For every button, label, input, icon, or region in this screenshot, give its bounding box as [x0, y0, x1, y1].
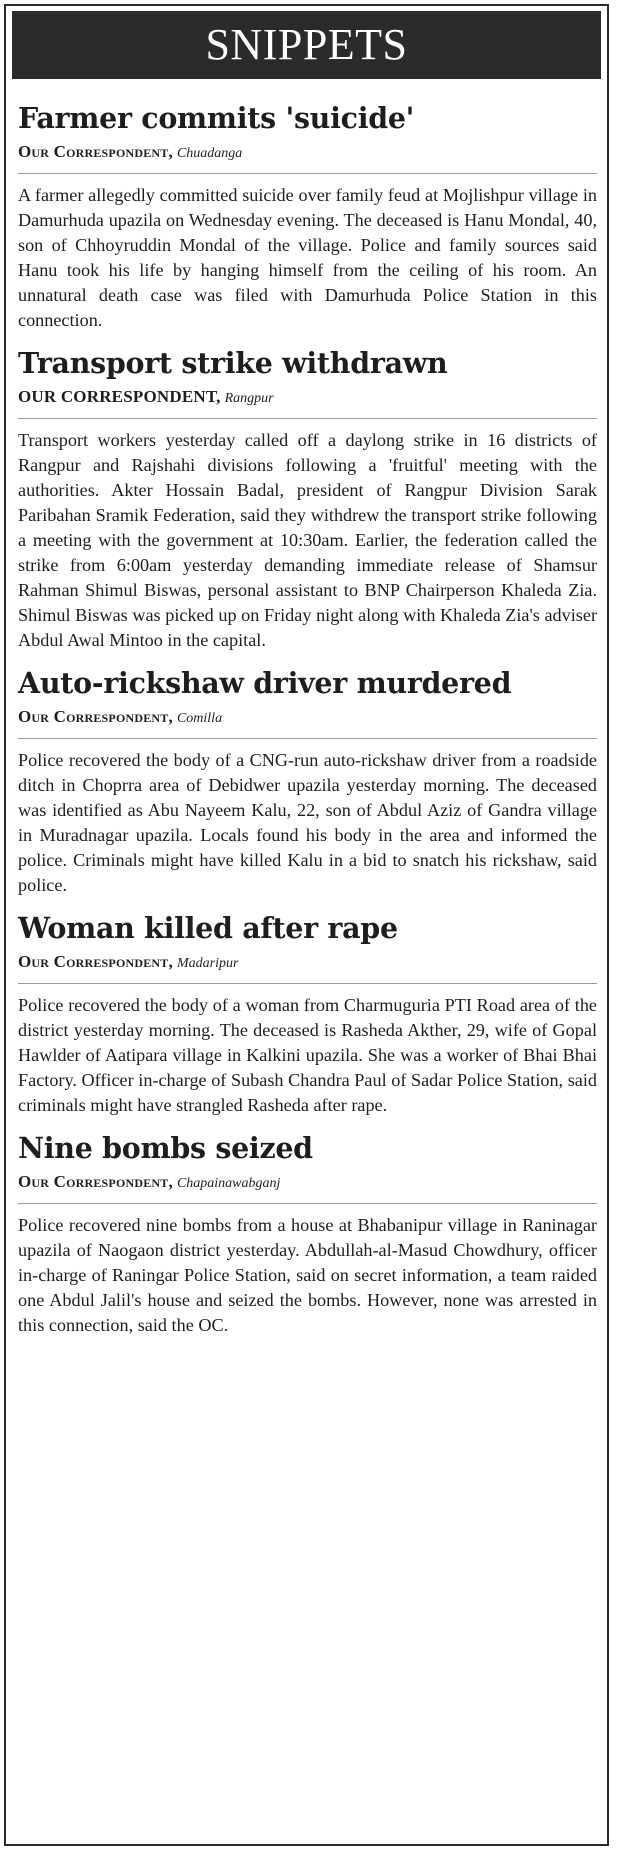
story-headline: Auto-rickshaw driver murdered — [18, 666, 512, 700]
byline-location: Chapainawabganj — [176, 1176, 281, 1191]
story-farmer-suicide — [6, 101, 607, 333]
story-byline — [18, 952, 597, 984]
story-headline: Farmer commits 'suicide' — [18, 101, 415, 135]
story-body: Police recovered the body of a CNG-run auto-rickshaw driver from a roadside ditch in Choprra area of Debidwer upazila yesterday morning. The deceased was identified as Abu Nayeem Kalu, 22, son of Abdul Aziz of Gandra village in Muradnagar upazila. Locals found his body in the area and informed the police. Criminals might have killed Kalu in a bid to snatch his rickshaw, said police. — [18, 750, 597, 895]
byline-location: Chuadanga — [176, 146, 243, 161]
byline-author: Our Correspondent, — [18, 1172, 173, 1191]
story-body: A farmer allegedly committed suicide over family feud at Mojlishpur village in Damurhuda upazila on Wednesday evening. The deceased is Hanu Mondal, 40, son of Chhoyruddin Mondal of the village. Police and family sources said Hanu took his life by hanging himself from the ceiling of his room. An unnatural death case was filed with Damurhuda Police Station in this connection. — [18, 185, 597, 330]
byline-author: OUR CORRESPONDENT, — [18, 387, 221, 406]
story-byline — [18, 387, 597, 419]
byline-author: Our Correspondent, — [18, 142, 173, 161]
byline-author: Our Correspondent, — [18, 952, 173, 971]
snippets-page — [4, 4, 609, 1846]
story-transport-strike — [6, 346, 607, 653]
story-headline: Woman killed after rape — [18, 911, 398, 945]
story-body: Transport workers yesterday called off a daylong strike in 16 districts of Rangpur and Rajshahi divisions following a 'fruitful' meeting with the authorities. Akter Hossain Badal, president of Rangpur Division Sarak Paribahan Sramik Federation, said they withdrew the transport strike following a meeting with the government at 10:30am. Earlier, the federation called the strike from 6:00am yesterday demanding immediate release of Shamsur Rahman Shimul Biswas, personal assistant to BNP Chairperson Khaleda Zia. Shimul Biswas was picked up on Friday night along with Khaleda Zia's adviser Abdul Awal Mintoo in the capital. — [18, 430, 597, 650]
story-byline — [18, 1172, 597, 1204]
story-body: Police recovered the body of a woman from Charmuguria PTI Road area of the district yesterday morning. The deceased is Rasheda Akther, 29, wife of Gopal Hawlder of Aatipara village in Kalkini upazila. She was a worker of Bhai Bhai Factory. Officer in-charge of Subash Chandra Paul of Sadar Police Station, said criminals might have strangled Rasheda after rape. — [18, 995, 597, 1115]
story-byline — [18, 142, 597, 174]
story-byline — [18, 707, 597, 739]
story-auto-rickshaw — [6, 666, 607, 898]
byline-location: Rangpur — [224, 391, 274, 406]
story-body: Police recovered nine bombs from a house at Bhabanipur village in Raninagar upazila of Naogaon district yesterday. Abdullah-al-Masud Chowdhury, officer in-charge of Raningar Police Station, said on secret information, a team raided one Abdul Jalil's house and seized the bombs. However, none was arrested in this connection, said the OC. — [18, 1215, 597, 1335]
byline-location: Madaripur — [176, 956, 239, 971]
byline-author: Our Correspondent, — [18, 707, 173, 726]
story-nine-bombs — [6, 1131, 607, 1338]
byline-location: Comilla — [176, 711, 223, 726]
story-woman-killed — [6, 911, 607, 1118]
section-banner: SNIPPETS — [12, 11, 601, 79]
story-headline: Transport strike withdrawn — [18, 346, 448, 380]
story-headline: Nine bombs seized — [18, 1131, 313, 1165]
